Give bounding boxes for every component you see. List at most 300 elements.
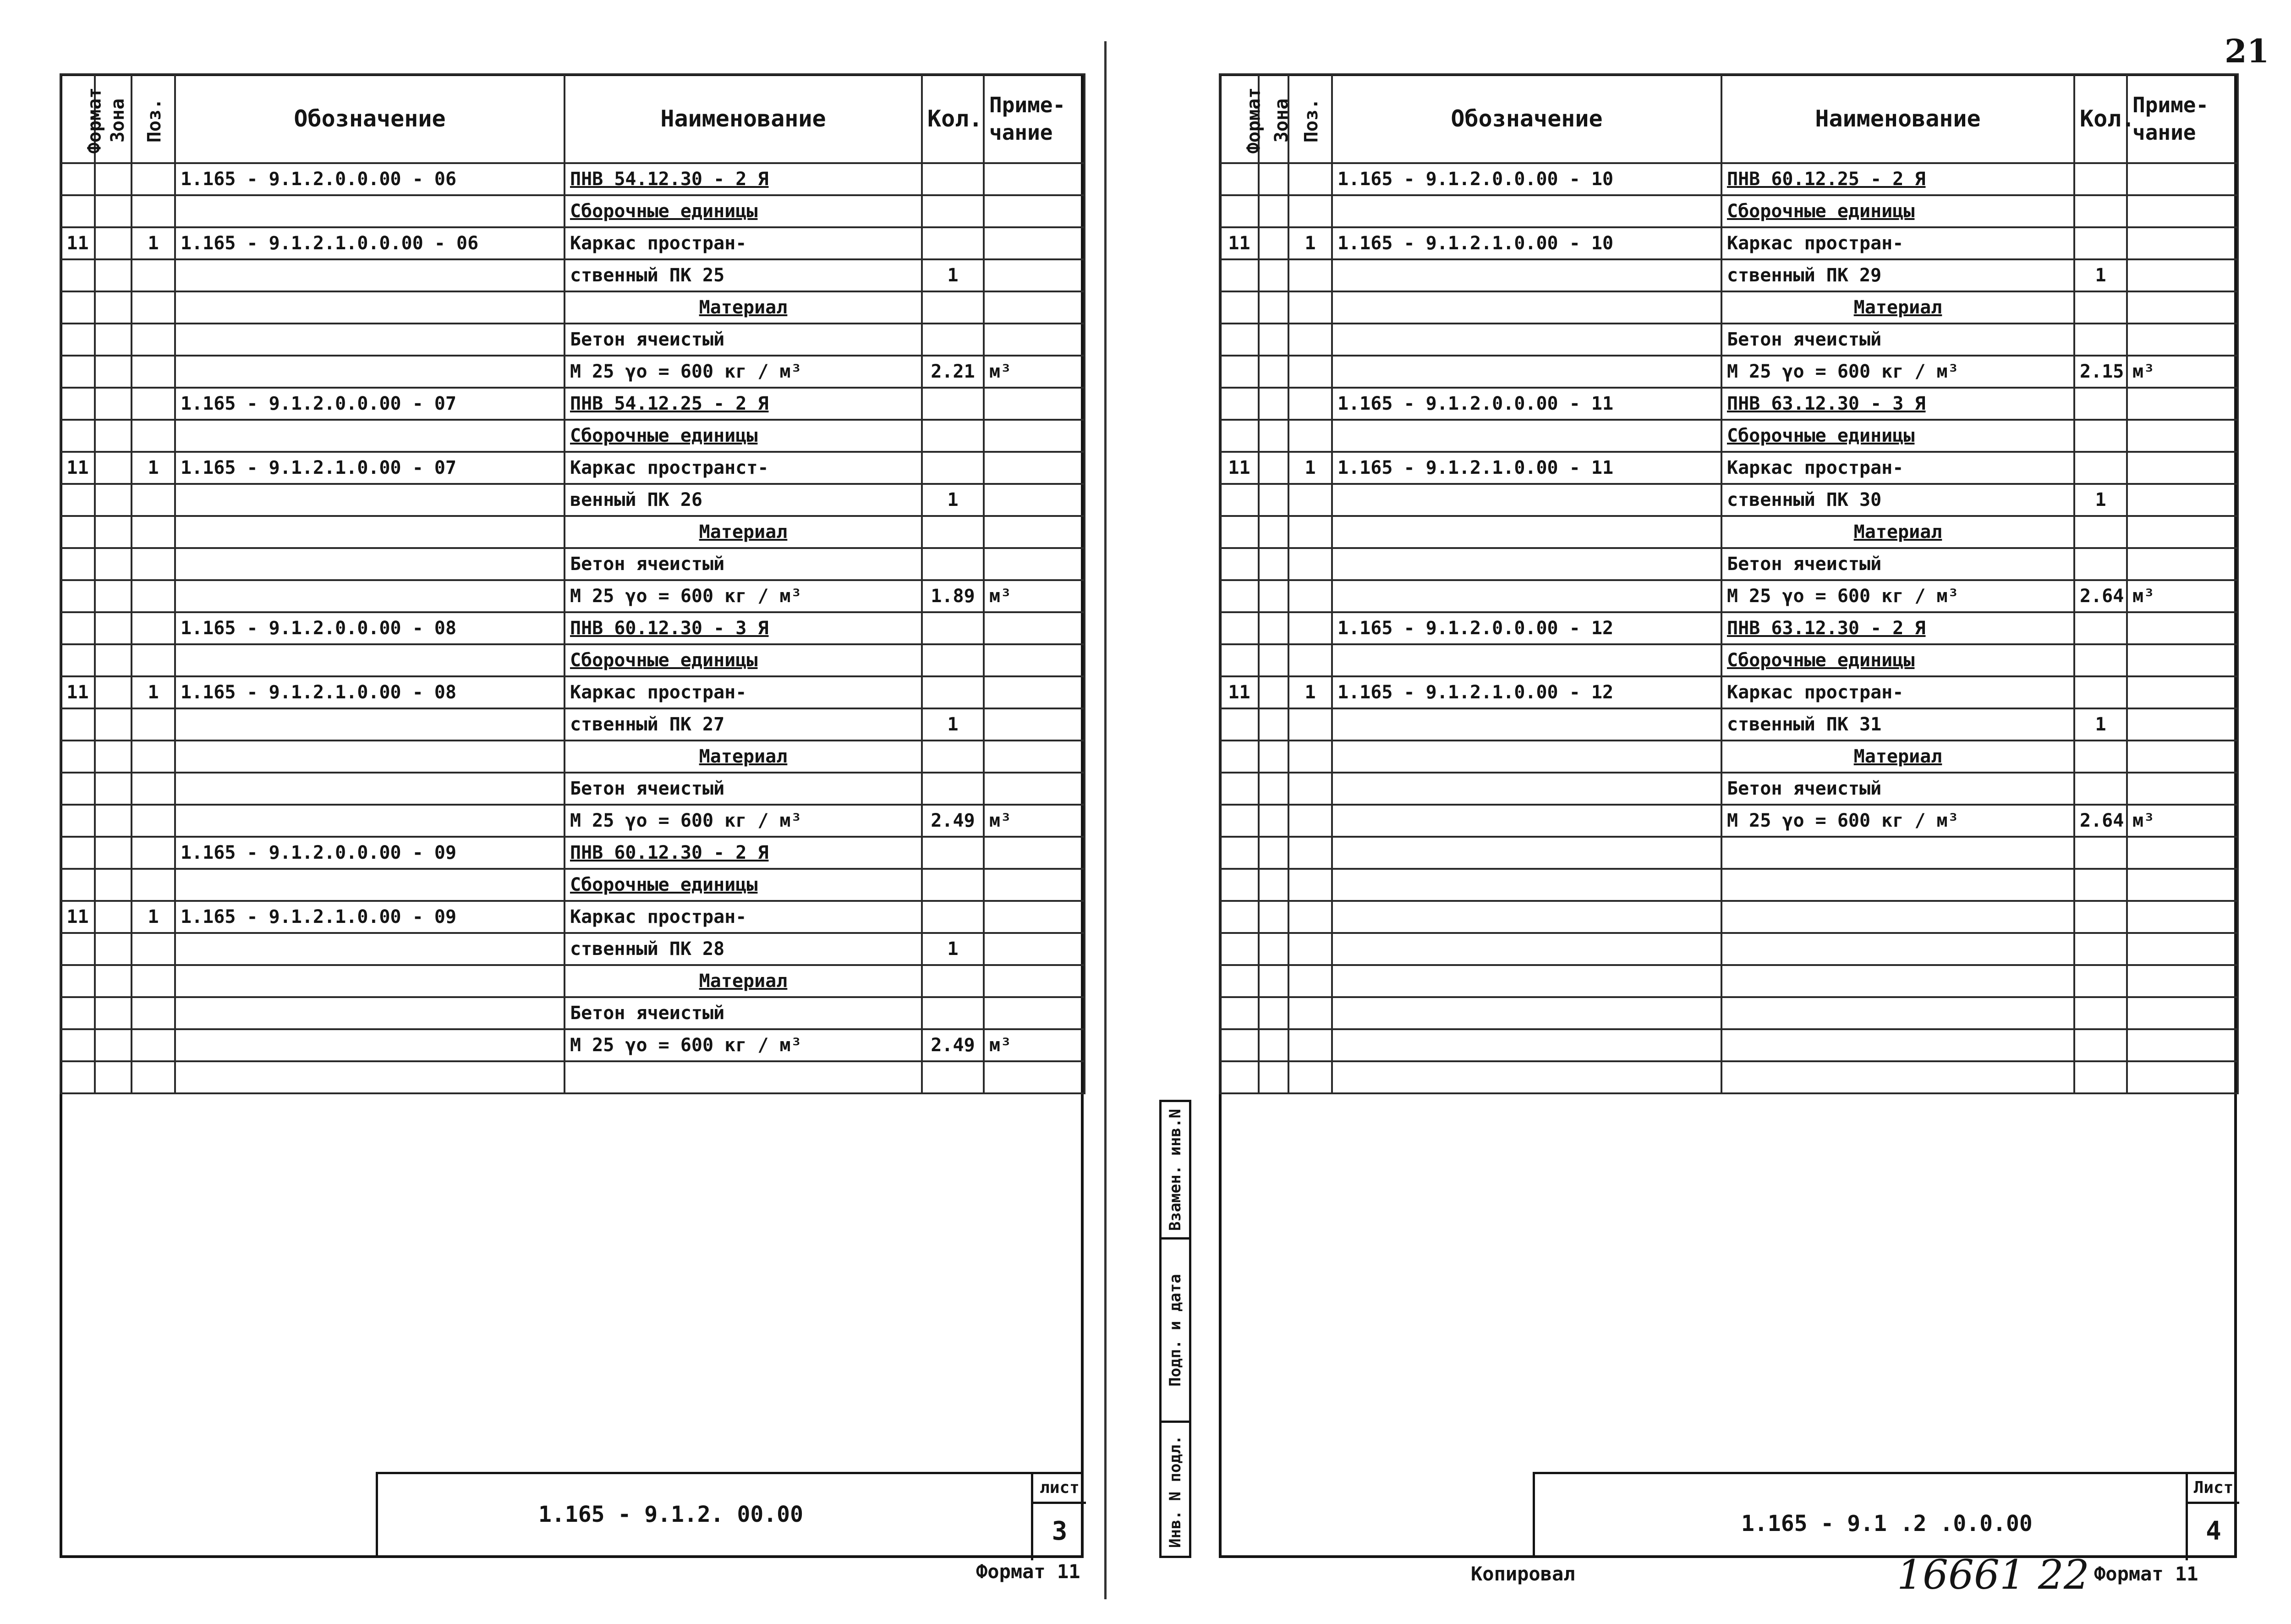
cell-zone (95, 805, 132, 837)
cell-pos (132, 388, 175, 420)
right-stamp-code: 1.165 - 9.1 .2 .0.0.00 (1741, 1511, 2033, 1536)
cell-qty (2074, 324, 2127, 356)
cell-note (984, 291, 1085, 324)
table-row (60, 901, 1085, 933)
cell-designation (175, 324, 565, 356)
cell-format (1220, 484, 1259, 516)
cell-note (984, 965, 1085, 997)
cell-designation: 1.165 - 9.1.2.1.0.00 - 12 (1332, 676, 1721, 708)
cell-zone (95, 741, 132, 773)
cell-pos (132, 324, 175, 356)
header-format: Формат (60, 74, 95, 163)
table-row (60, 676, 1085, 708)
cell-qty (922, 1061, 984, 1093)
side-replaced-inv: Взамен. инв.N (1162, 1102, 1189, 1240)
cell-qty: 1 (2074, 259, 2127, 291)
cell-qty (2074, 163, 2127, 195)
cell-pos (1288, 997, 1332, 1029)
cell-qty (922, 869, 984, 901)
cell-name (1721, 837, 2074, 869)
right-header-row (1220, 74, 2238, 163)
cell-zone (1259, 291, 1288, 324)
table-row (60, 1029, 1085, 1061)
table-row (60, 869, 1085, 901)
cell-note (984, 708, 1085, 741)
cell-pos (1288, 516, 1332, 548)
cell-zone (95, 965, 132, 997)
cell-zone (95, 259, 132, 291)
cell-format (1220, 612, 1259, 644)
cell-designation (175, 548, 565, 580)
cell-designation (175, 356, 565, 388)
cell-designation (1332, 1029, 1721, 1061)
cell-note (2127, 644, 2238, 676)
cell-note: м³ (2127, 805, 2238, 837)
cell-note (2127, 388, 2238, 420)
left-sheet-number: 3 (1052, 1516, 1068, 1546)
cell-name: Бетон ячеистый (1721, 548, 2074, 580)
cell-pos (1288, 1061, 1332, 1093)
cell-qty (2074, 291, 2127, 324)
table-row (60, 612, 1085, 644)
cell-note (984, 933, 1085, 965)
table-row (60, 1061, 1085, 1093)
cell-pos (1288, 805, 1332, 837)
cell-note (2127, 676, 2238, 708)
cell-note (984, 259, 1085, 291)
cell-format: 11 (60, 901, 95, 933)
cell-note (984, 901, 1085, 933)
cell-zone (95, 420, 132, 452)
cell-designation (1332, 773, 1721, 805)
cell-note (984, 644, 1085, 676)
table-row (1220, 548, 2238, 580)
table-row (60, 773, 1085, 805)
cell-pos (132, 965, 175, 997)
cell-pos (132, 516, 175, 548)
cell-pos (132, 612, 175, 644)
cell-qty (922, 420, 984, 452)
table-row (60, 259, 1085, 291)
cell-pos (132, 644, 175, 676)
cell-format (1220, 933, 1259, 965)
header-note: Приме- чание (2127, 74, 2238, 163)
side-signature-date: Подп. и дата (1162, 1240, 1189, 1423)
cell-qty (922, 163, 984, 195)
cell-designation (175, 291, 565, 324)
cell-qty (2074, 933, 2127, 965)
cell-name: ПНВ 60.12.30 - 2 Я (565, 837, 922, 869)
cell-note (984, 869, 1085, 901)
cell-designation: 1.165 - 9.1.2.0.0.00 - 07 (175, 388, 565, 420)
table-row (60, 452, 1085, 484)
cell-pos (1288, 837, 1332, 869)
cell-name (1721, 965, 2074, 997)
cell-name: Бетон ячеистый (565, 548, 922, 580)
table-row (1220, 291, 2238, 324)
cell-designation (1332, 997, 1721, 1029)
table-row (1220, 580, 2238, 612)
cell-name (1721, 901, 2074, 933)
cell-pos (132, 163, 175, 195)
cell-name (565, 1061, 922, 1093)
cell-zone (1259, 965, 1288, 997)
cell-designation (175, 708, 565, 741)
cell-name: ПНВ 60.12.25 - 2 Я (1721, 163, 2074, 195)
cell-note (2127, 420, 2238, 452)
cell-qty: 2.49 (922, 1029, 984, 1061)
table-row (1220, 516, 2238, 548)
left-stamp-code: 1.165 - 9.1.2. 00.00 (538, 1502, 803, 1527)
cell-name: венный ПК 26 (565, 484, 922, 516)
cell-qty: 1 (2074, 708, 2127, 741)
table-row (1220, 420, 2238, 452)
cell-zone (95, 1029, 132, 1061)
header-zone: Зона (95, 74, 132, 163)
cell-name: ПНВ 60.12.30 - 3 Я (565, 612, 922, 644)
cell-designation (1332, 644, 1721, 676)
right-format-label: Формат 11 (2094, 1563, 2198, 1585)
cell-designation (175, 516, 565, 548)
cell-pos (1288, 708, 1332, 741)
cell-designation: 1.165 - 9.1.2.0.0.00 - 12 (1332, 612, 1721, 644)
right-sheet-number: 4 (2206, 1516, 2221, 1546)
cell-zone (1259, 805, 1288, 837)
cell-note (2127, 773, 2238, 805)
cell-qty: 1 (922, 708, 984, 741)
cell-designation: 1.165 - 9.1.2.0.0.00 - 11 (1332, 388, 1721, 420)
cell-zone (95, 291, 132, 324)
table-row (1220, 965, 2238, 997)
cell-zone (95, 195, 132, 227)
table-row (1220, 452, 2238, 484)
cell-pos (1288, 356, 1332, 388)
cell-designation (175, 773, 565, 805)
cell-name: Каркас простран- (565, 227, 922, 259)
cell-format (60, 195, 95, 227)
cell-name: ПНВ 63.12.30 - 3 Я (1721, 388, 2074, 420)
cell-name (1721, 1029, 2074, 1061)
cell-note: м³ (984, 580, 1085, 612)
cell-qty (2074, 516, 2127, 548)
table-row (1220, 997, 2238, 1029)
table-row (1220, 837, 2238, 869)
table-row (60, 805, 1085, 837)
table-row (1220, 805, 2238, 837)
cell-note (2127, 1029, 2238, 1061)
cell-name: Материал (565, 741, 922, 773)
cell-pos (1288, 580, 1332, 612)
table-row (1220, 1029, 2238, 1061)
header-designation: Обозначение (1332, 74, 1721, 163)
cell-name: ственный ПК 28 (565, 933, 922, 965)
header-note: Приме- чание (984, 74, 1085, 163)
cell-name: Каркас простран- (1721, 676, 2074, 708)
cell-pos: 1 (132, 901, 175, 933)
cell-designation (1332, 901, 1721, 933)
cell-qty (922, 741, 984, 773)
cell-format (60, 1061, 95, 1093)
cell-designation (175, 1061, 565, 1093)
table-row (60, 291, 1085, 324)
right-sheet-label: Лист (2188, 1474, 2239, 1504)
cell-note (984, 195, 1085, 227)
cell-designation (1332, 195, 1721, 227)
cell-zone (95, 484, 132, 516)
cell-qty: 2.15 (2074, 356, 2127, 388)
cell-qty (2074, 901, 2127, 933)
cell-pos: 1 (132, 227, 175, 259)
table-row (1220, 227, 2238, 259)
cell-name: Бетон ячеистый (1721, 324, 2074, 356)
cell-format (60, 324, 95, 356)
cell-name: ственный ПК 29 (1721, 259, 2074, 291)
cell-qty: 1.89 (922, 580, 984, 612)
cell-qty (2074, 869, 2127, 901)
cell-format (60, 869, 95, 901)
table-row (60, 227, 1085, 259)
cell-pos (132, 356, 175, 388)
page-corner-number: 21 (2225, 32, 2269, 70)
cell-pos (1288, 644, 1332, 676)
cell-designation (175, 1029, 565, 1061)
cell-format (1220, 291, 1259, 324)
cell-designation (1332, 516, 1721, 548)
cell-designation (175, 933, 565, 965)
cell-pos (132, 933, 175, 965)
left-format-label: Формат 11 (976, 1560, 1080, 1583)
table-row (1220, 388, 2238, 420)
cell-zone (95, 837, 132, 869)
cell-designation (1332, 805, 1721, 837)
cell-zone (1259, 516, 1288, 548)
cell-name: ПНВ 63.12.30 - 2 Я (1721, 612, 2074, 644)
table-row (1220, 676, 2238, 708)
cell-format (60, 773, 95, 805)
cell-zone (1259, 612, 1288, 644)
left-title-stamp (376, 1472, 1084, 1558)
cell-note (984, 420, 1085, 452)
cell-name: М 25 γо = 600 кг / м³ (1721, 580, 2074, 612)
cell-format: 11 (60, 676, 95, 708)
cell-name: Материал (565, 291, 922, 324)
cell-note: м³ (984, 356, 1085, 388)
cell-zone (95, 933, 132, 965)
cell-note (2127, 965, 2238, 997)
cell-pos (132, 195, 175, 227)
table-row (1220, 933, 2238, 965)
cell-pos (1288, 324, 1332, 356)
cell-qty (922, 548, 984, 580)
cell-zone (1259, 901, 1288, 933)
cell-note (984, 773, 1085, 805)
cell-note (2127, 163, 2238, 195)
cell-pos (132, 1061, 175, 1093)
table-row (60, 644, 1085, 676)
table-row (60, 420, 1085, 452)
header-pos: Поз. (1288, 74, 1332, 163)
cell-zone (1259, 837, 1288, 869)
cell-qty (922, 773, 984, 805)
cell-pos: 1 (132, 676, 175, 708)
cell-pos (1288, 388, 1332, 420)
header-pos: Поз. (132, 74, 175, 163)
cell-pos (132, 291, 175, 324)
cell-qty (2074, 1029, 2127, 1061)
cell-designation (175, 965, 565, 997)
cell-zone (95, 1061, 132, 1093)
cell-qty (922, 612, 984, 644)
cell-qty (922, 901, 984, 933)
cell-format: 11 (60, 227, 95, 259)
cell-name: ственный ПК 27 (565, 708, 922, 741)
cell-pos: 1 (132, 452, 175, 484)
cell-qty (922, 227, 984, 259)
cell-format (60, 548, 95, 580)
cell-qty (2074, 388, 2127, 420)
cell-zone (95, 388, 132, 420)
cell-designation: 1.165 - 9.1.2.0.0.00 - 08 (175, 612, 565, 644)
cell-designation (175, 259, 565, 291)
cell-pos (1288, 741, 1332, 773)
cell-qty (922, 997, 984, 1029)
cell-note (984, 163, 1085, 195)
cell-name: Сборочные единицы (565, 195, 922, 227)
cell-format (1220, 195, 1259, 227)
cell-zone (1259, 869, 1288, 901)
cell-note (984, 548, 1085, 580)
cell-format (1220, 420, 1259, 452)
cell-zone (1259, 773, 1288, 805)
cell-zone (1259, 676, 1288, 708)
cell-name: Сборочные единицы (1721, 195, 2074, 227)
cell-name: ПНВ 54.12.30 - 2 Я (565, 163, 922, 195)
cell-format (60, 388, 95, 420)
cell-format (1220, 708, 1259, 741)
cell-zone (95, 580, 132, 612)
cell-designation (1332, 933, 1721, 965)
cell-name: Каркас простран- (1721, 227, 2074, 259)
cell-format (60, 580, 95, 612)
cell-format (1220, 997, 1259, 1029)
cell-designation (1332, 580, 1721, 612)
table-row (1220, 901, 2238, 933)
cell-designation (1332, 869, 1721, 901)
cell-note (984, 324, 1085, 356)
cell-qty: 2.49 (922, 805, 984, 837)
cell-zone (95, 324, 132, 356)
cell-designation (175, 195, 565, 227)
cell-name: Материал (565, 516, 922, 548)
cell-qty: 2.21 (922, 356, 984, 388)
cell-qty: 1 (922, 259, 984, 291)
cell-designation (1332, 420, 1721, 452)
cell-name: ственный ПК 31 (1721, 708, 2074, 741)
cell-pos (1288, 869, 1332, 901)
cell-zone (95, 869, 132, 901)
cell-format: 11 (1220, 452, 1259, 484)
table-row (1220, 484, 2238, 516)
cell-format (60, 708, 95, 741)
cell-zone (1259, 644, 1288, 676)
table-row (60, 741, 1085, 773)
cell-zone (95, 997, 132, 1029)
cell-zone (1259, 163, 1288, 195)
table-row (1220, 324, 2238, 356)
table-row (60, 933, 1085, 965)
cell-format (60, 741, 95, 773)
cell-name (1721, 933, 2074, 965)
cell-qty (2074, 227, 2127, 259)
table-row (1220, 869, 2238, 901)
cell-pos (132, 997, 175, 1029)
table-row (60, 484, 1085, 516)
table-row (60, 356, 1085, 388)
cell-format (1220, 741, 1259, 773)
cell-format: 11 (1220, 227, 1259, 259)
table-row (60, 516, 1085, 548)
cell-qty (922, 676, 984, 708)
cell-name: Каркас простран- (565, 676, 922, 708)
cell-designation: 1.165 - 9.1.2.1.0.00 - 11 (1332, 452, 1721, 484)
cell-pos: 1 (1288, 452, 1332, 484)
cell-format (1220, 1061, 1259, 1093)
table-row (1220, 1061, 2238, 1093)
cell-pos (132, 484, 175, 516)
cell-qty (2074, 644, 2127, 676)
cell-designation (1332, 548, 1721, 580)
cell-format (60, 163, 95, 195)
cell-note (2127, 901, 2238, 933)
cell-note (2127, 708, 2238, 741)
cell-note (2127, 741, 2238, 773)
cell-note (984, 452, 1085, 484)
cell-format (60, 1029, 95, 1061)
cell-note (2127, 1061, 2238, 1093)
cell-note: м³ (984, 1029, 1085, 1061)
cell-pos (1288, 933, 1332, 965)
cell-designation (1332, 356, 1721, 388)
cell-zone (1259, 741, 1288, 773)
cell-pos (1288, 259, 1332, 291)
cell-name: Сборочные единицы (1721, 420, 2074, 452)
cell-zone (95, 548, 132, 580)
cell-designation: 1.165 - 9.1.2.1.0.00 - 08 (175, 676, 565, 708)
cell-format (1220, 516, 1259, 548)
table-row (1220, 195, 2238, 227)
right-side-strip (1159, 1100, 1191, 1558)
cell-format (60, 612, 95, 644)
cell-name: М 25 γо = 600 кг / м³ (565, 356, 922, 388)
cell-pos (1288, 773, 1332, 805)
cell-format (1220, 869, 1259, 901)
cell-qty (2074, 741, 2127, 773)
cell-designation (175, 484, 565, 516)
left-header-row (60, 74, 1085, 163)
cell-pos (132, 837, 175, 869)
cell-note (2127, 548, 2238, 580)
cell-zone (95, 676, 132, 708)
table-row (1220, 163, 2238, 195)
cell-format (60, 420, 95, 452)
cell-name (1721, 997, 2074, 1029)
cell-note (984, 612, 1085, 644)
cell-qty (922, 452, 984, 484)
cell-designation: 1.165 - 9.1.2.0.0.00 - 10 (1332, 163, 1721, 195)
cell-name: Материал (1721, 291, 2074, 324)
cell-format (60, 644, 95, 676)
cell-designation (1332, 259, 1721, 291)
